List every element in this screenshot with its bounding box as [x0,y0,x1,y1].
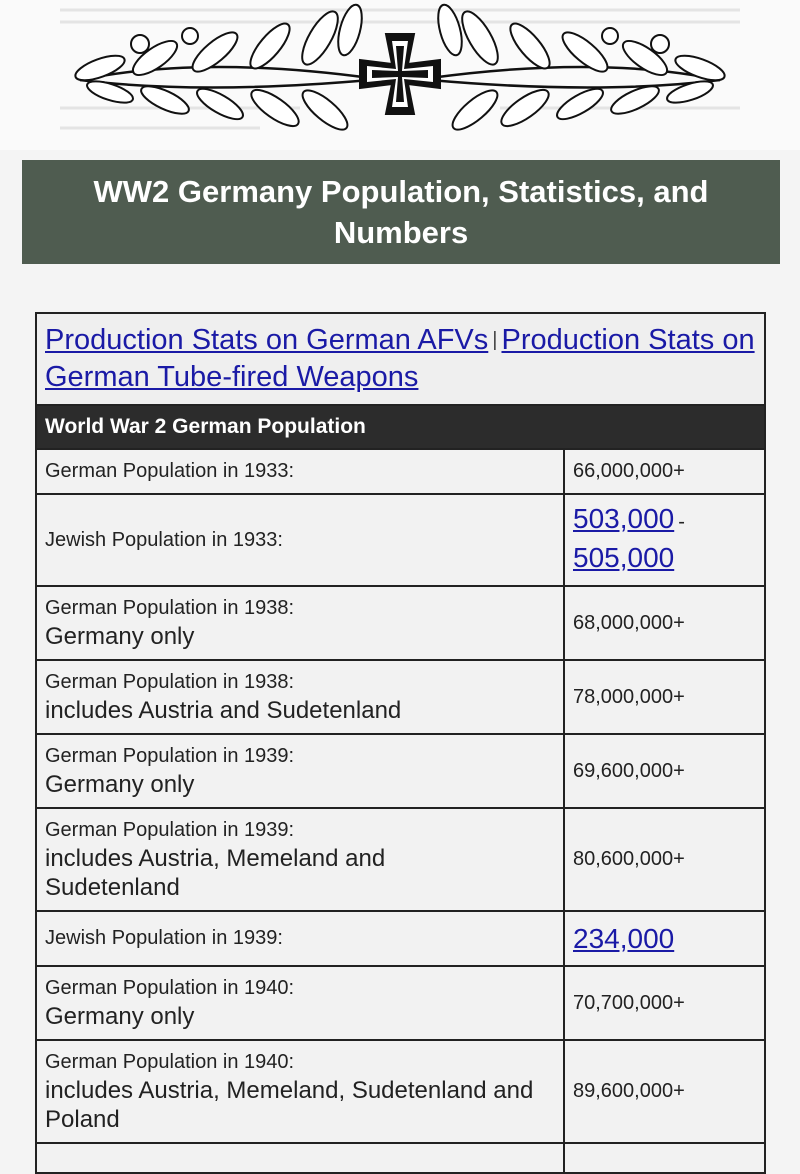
row-label: German Population in 1938: includes Austria and Sudetenland [36,660,564,734]
table-heading: World War 2 German Population [36,405,765,449]
row-value [564,911,765,966]
row-value: 70,700,000+ [564,966,765,1040]
row-label: Jewish Population in 1933: [36,494,564,586]
row-value: 80,600,000+ [564,808,765,911]
table-row [36,734,765,808]
table-row [36,494,765,586]
table-row [36,911,765,966]
page-title: WW2 Germany Population, Statistics, and Numbers [22,160,780,264]
row-label: German Population in 1933: [36,449,564,494]
jewish-pop-1933-high-link[interactable]: 505,000 [573,542,675,573]
row-label: Jewish Population in 1939: [36,911,564,966]
jewish-pop-1939-link[interactable]: 234,000 [573,922,675,954]
row-label: German Population in 1939: Germany only [36,734,564,808]
related-links [36,313,765,405]
table-row [36,586,765,660]
table-row [36,660,765,734]
row-label: German Population in 1940: includes Austria, Memeland, Sudetenland and Poland [36,1040,564,1143]
table-row [36,449,765,494]
row-value [564,1143,765,1173]
row-label: German Population in 1938: Germany only [36,586,564,660]
table-row [36,1143,765,1173]
table-row [36,966,765,1040]
afv-production-link[interactable]: Production Stats on German AFVs [45,324,489,356]
iron-cross-wreath-icon [0,0,800,150]
row-label: German Population in 1940: Germany only [36,966,564,1040]
table-row [36,808,765,911]
row-value: 69,600,000+ [564,734,765,808]
tube-weapons-link[interactable]: Production Stats on German Tube-fired Weapons [45,324,755,393]
row-value: 66,000,000+ [564,449,765,494]
population-table [35,312,766,1174]
link-separator: | [492,329,498,351]
row-value: 503,000 - 505,000 [564,494,765,586]
header-banner [0,0,800,150]
row-value: 68,000,000+ [564,586,765,660]
row-label [36,1143,564,1173]
jewish-pop-1933-low-link[interactable]: 503,000 [573,503,675,534]
row-value: 78,000,000+ [564,660,765,734]
table-row [36,1040,765,1143]
row-value: 89,600,000+ [564,1040,765,1143]
row-label: German Population in 1939: includes Austria, Memeland and Sudetenland [36,808,564,911]
